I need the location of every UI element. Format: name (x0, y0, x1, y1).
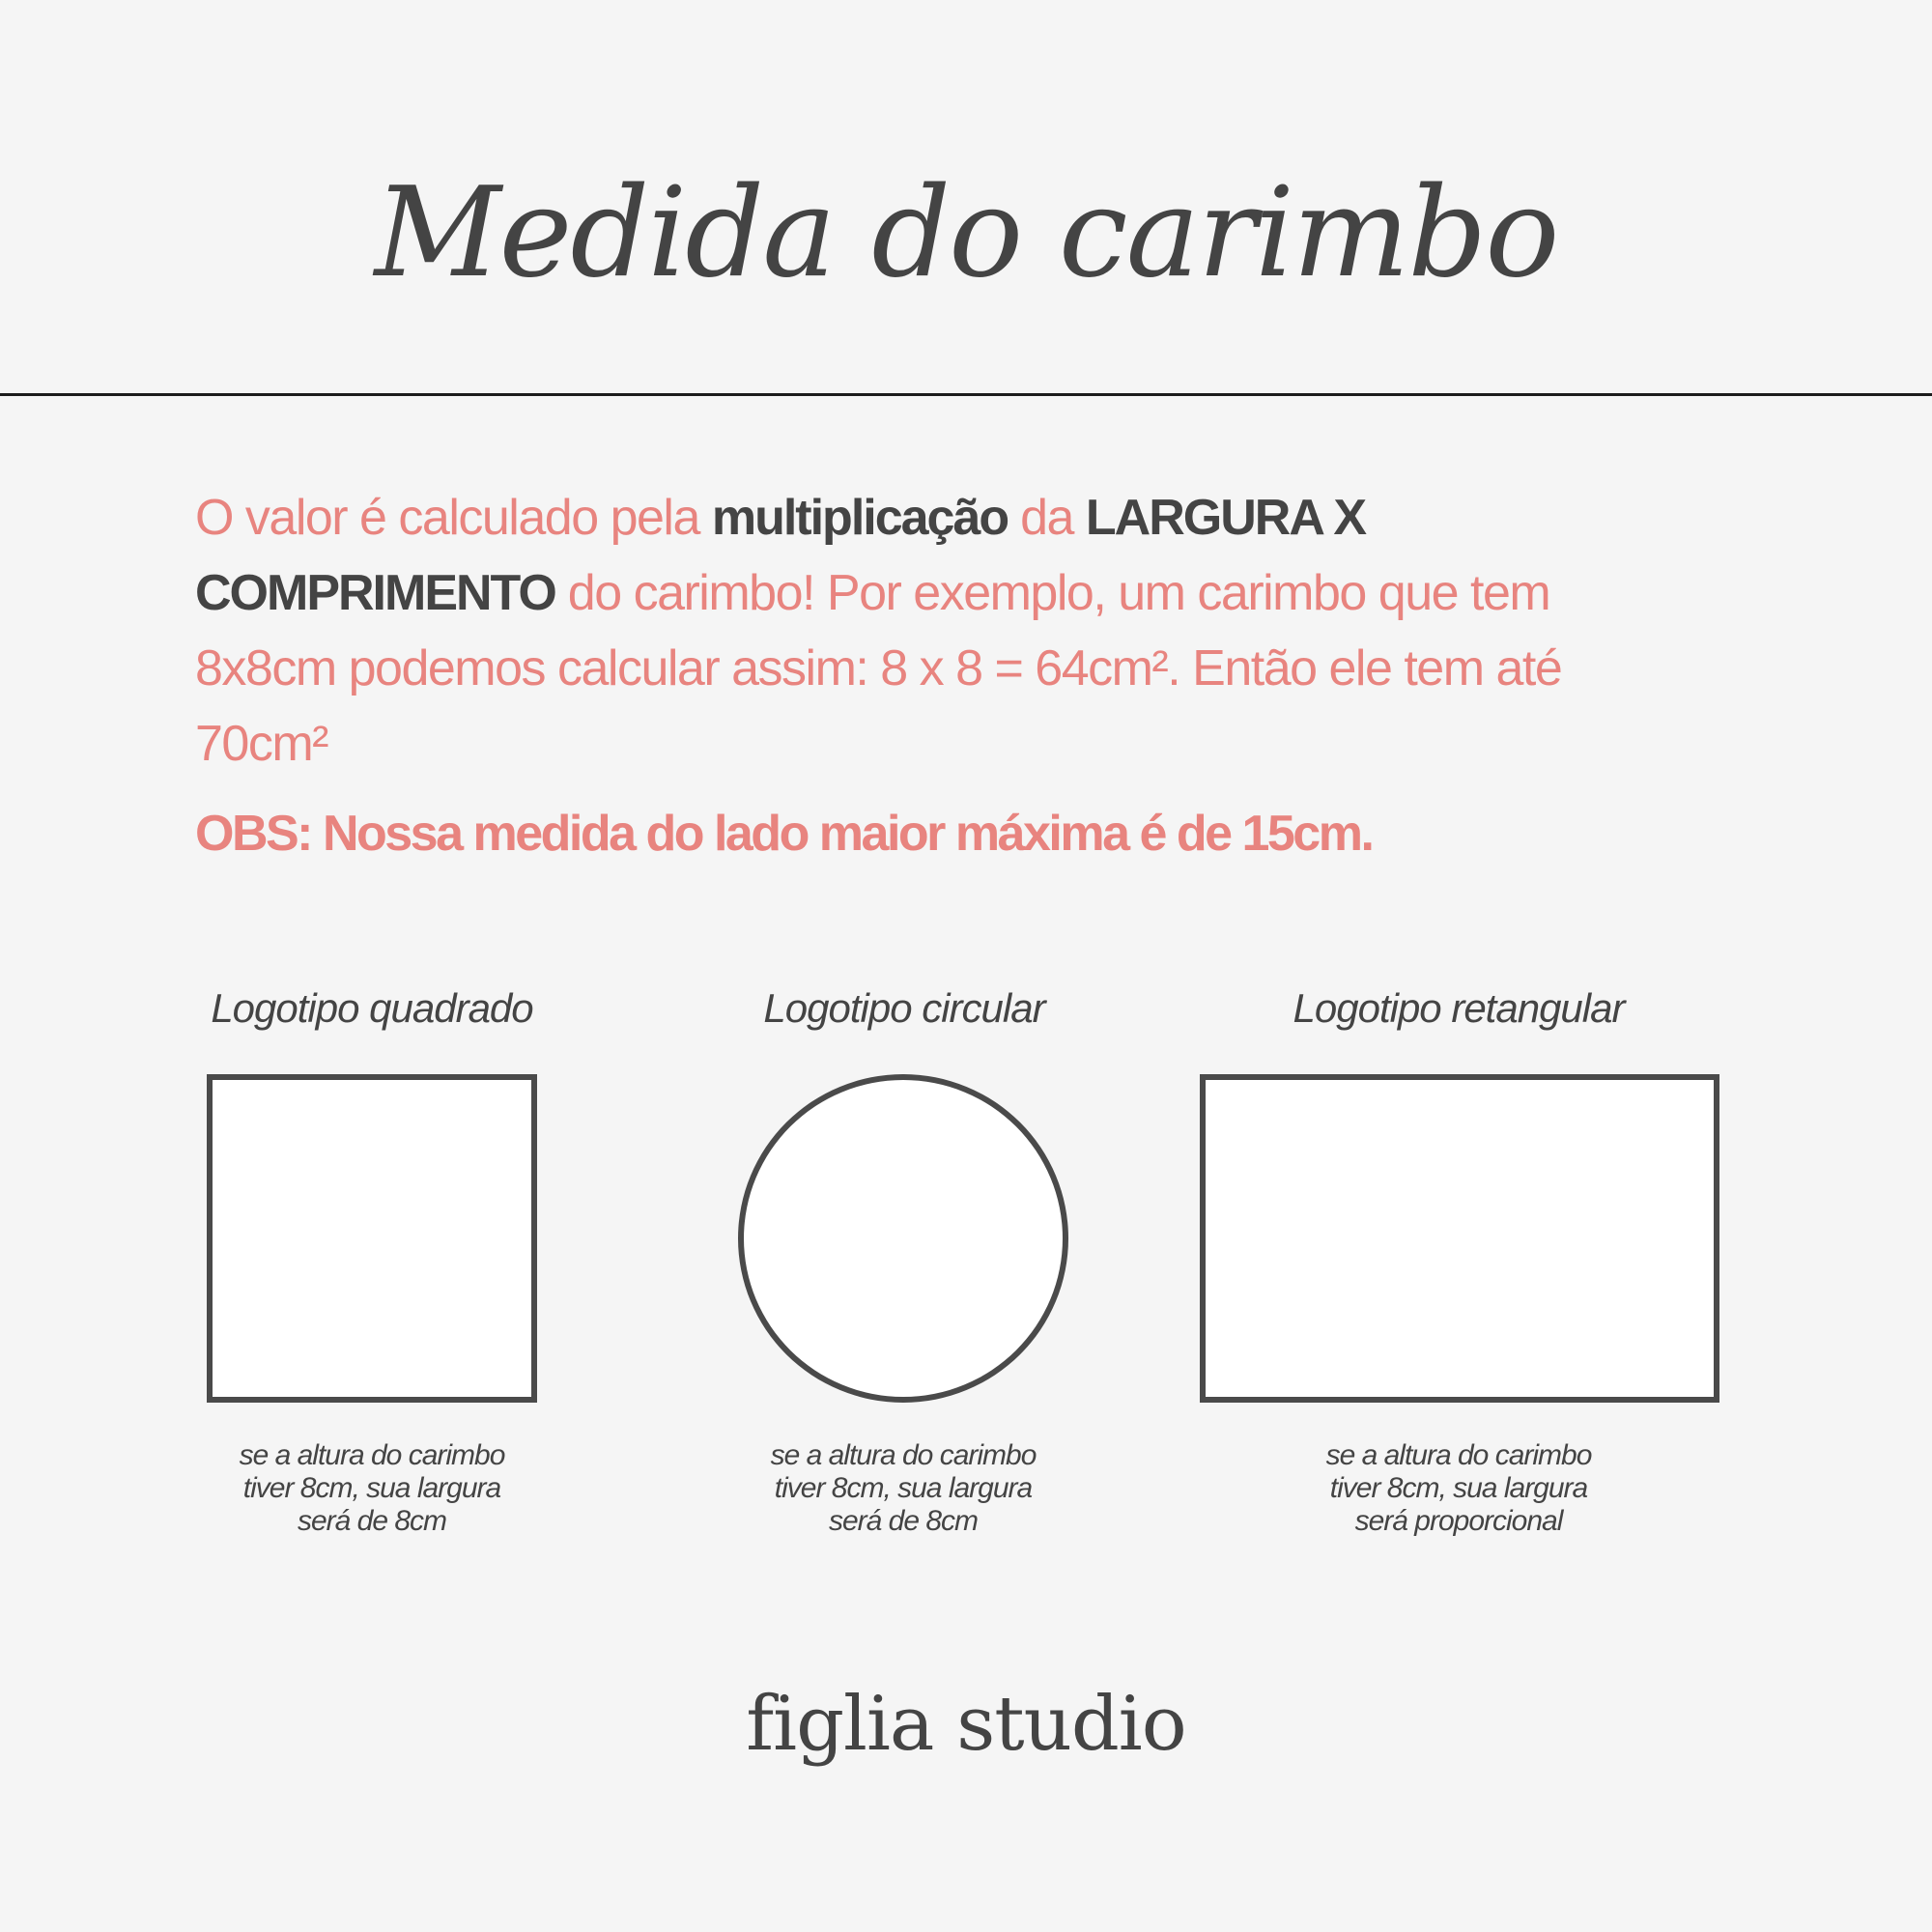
caption-circle-logo (662, 1439, 1145, 1538)
label-rectangle-logo: Logotipo retangular (1293, 985, 1625, 1031)
caption-rectangle-logo (1217, 1439, 1700, 1538)
caption-line: será proporcional (1354, 1505, 1563, 1537)
caption-line: se a altura do carimbo (239, 1439, 505, 1471)
caption-line: se a altura do carimbo (1325, 1439, 1592, 1471)
caption-line: tiver 8cm, sua largura (774, 1472, 1033, 1504)
caption-line: tiver 8cm, sua largura (1329, 1472, 1588, 1504)
rectangle-shape (1200, 1074, 1719, 1403)
label-circle-logo: Logotipo circular (763, 985, 1045, 1031)
brand-logo: figlia studio (746, 1681, 1186, 1768)
paragraph-bold-largura-comprimento: LARGURA X COMPRIMENTO (195, 490, 1366, 621)
caption-square-logo (130, 1439, 613, 1538)
caption-line: será de 8cm (297, 1505, 447, 1537)
divider (0, 393, 1932, 396)
square-shape (207, 1074, 537, 1403)
label-square-logo: Logotipo quadrado (211, 985, 533, 1031)
caption-line: será de 8cm (828, 1505, 979, 1537)
paragraph-text-1: O valor é calculado pela (195, 490, 712, 546)
paragraph-text-2: da (1008, 490, 1086, 546)
caption-line: tiver 8cm, sua largura (242, 1472, 501, 1504)
caption-line: se a altura do carimbo (770, 1439, 1037, 1471)
paragraph-bold-multiplicacao: multiplicação (711, 490, 1009, 546)
page-title: Medida do carimbo (374, 161, 1558, 305)
circle-shape (738, 1074, 1068, 1403)
paragraph-text-3: do carimbo! Por exemplo, um carimbo que tem 8x8cm podemos calcular assim: 8 x 8 = 64cm². Então ele tem até 70cm² (195, 565, 1562, 772)
obs-note: OBS: Nossa medida do lado maior máxima é de 15cm. (195, 806, 1373, 862)
explanation-paragraph (195, 480, 1567, 781)
